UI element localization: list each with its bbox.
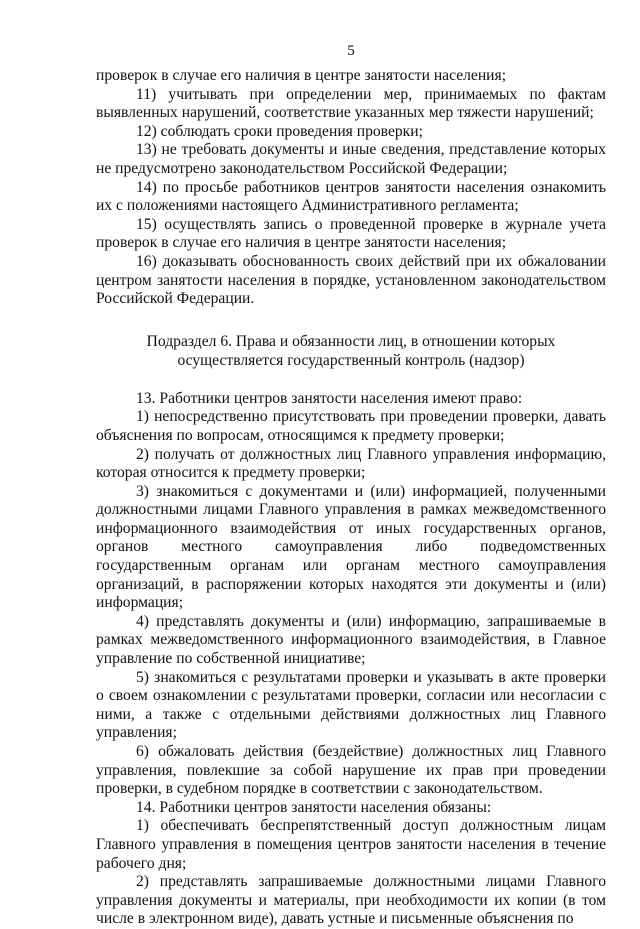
paragraph: 1) обеспечивать беспрепятственный доступ должностным лицам Главного управления в помещения центров занятости населения в течение рабочего дня; [96,817,606,872]
paragraph: 13) не требовать документы и иные сведения, представление которых не предусмотрено законодательством Российской Федерации; [96,141,606,177]
page-number: 5 [347,43,355,59]
section-heading [96,332,606,370]
paragraph: 2) получать от должностных лиц Главного управления информацию, которая относится к предмету проверки; [96,445,606,482]
paragraph: 2) представлять запрашиваемые должностными лицами Главного управления документы и материалы, при необходимости их копии (в том числе в электронном виде), давать устные и письменные объяснения по [96,873,606,928]
section-heading-line-2: осуществляется государственный контроль (надзор) [177,351,525,369]
paragraph: проверок в случае его наличия в центре занятости населения; [96,67,507,84]
paragraph: 4) представлять документы и (или) информацию, запрашиваемые в рамках межведомственного информационного взаимодействия, в Главное управление по собственной инициативе; [96,612,606,668]
paragraph: 14) по просьбе работников центров занятости населения ознакомить их с положениями настоящего Административного регламента; [96,178,606,215]
section-heading-line-1: Подраздел 6. Права и обязанности лиц, в отношении которых [146,332,556,350]
paragraph: 13. Работники центров занятости населения имеют право: [136,389,523,407]
paragraph: 16) доказывать обоснованность своих действий при их обжаловании центром занятости населения в порядке, установленном законодательством Российской Федерации. [96,252,606,308]
paragraphs-top [96,67,606,309]
paragraphs-bottom [96,390,606,929]
paragraph: 14. Работники центров занятости населения обязаны: [136,798,492,816]
paragraph: 11) учитывать при определении мер, принимаемых по фактам выявленных нарушений, соответствие указанных мер тяжести нарушений; [96,85,606,122]
paragraph: 1) непосредственно присутствовать при проведении проверки, давать объяснения по вопросам, относящимся к предмету проверки; [96,408,606,444]
paragraph: 3) знакомиться с документами и (или) информацией, полученными должностными лицами Главного управления в рамках межведомственного информационного взаимодействия от иных государственных органов, органов местного самоуправления либо подведомственных государственным органам или органам местного самоуправления организаций, в распоряжении которых находятся эти документы и (или) информация; [96,482,606,612]
paragraph: 12) соблюдать сроки проведения проверки; [136,122,423,140]
paragraph: 5) знакомиться с результатами проверки и указывать в акте проверки о своем ознакомлении с результатами проверки, согласии или несогласии с ними, а также с отдельными действиями должностных лиц Главного управления; [96,668,606,742]
paragraph: 15) осуществлять запись о проведенной проверке в журнале учета проверок в случае его наличия в центре занятости населения; [96,215,606,252]
paragraph: 6) обжаловать действия (бездействие) должностных лиц Главного управления, повлекшие за собой нарушение их прав при проведении проверки, в судебном порядке в соответствии с законодательством. [96,743,606,798]
